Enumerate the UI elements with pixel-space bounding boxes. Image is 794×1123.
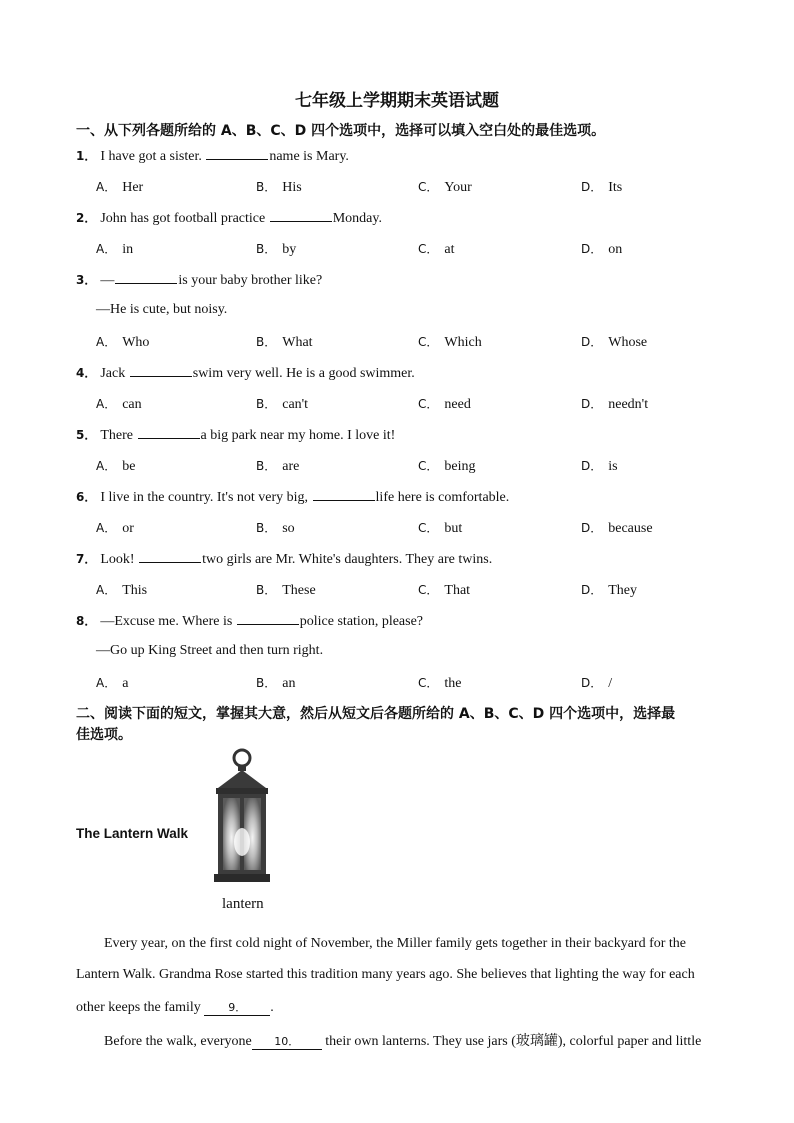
section-2-heading-line2: 佳选项。: [76, 727, 132, 743]
question-text-before: There: [100, 428, 137, 443]
option-c[interactable]: [418, 457, 476, 475]
option-text: Whose: [608, 335, 648, 350]
question-number: 3．: [76, 273, 97, 287]
question-8-reply: —Go up King Street and then turn right.: [96, 643, 324, 658]
option-d[interactable]: [581, 178, 622, 196]
question-text-after: Monday.: [332, 211, 382, 226]
option-text: because: [608, 521, 653, 536]
option-text: What: [282, 335, 313, 350]
lantern-image: [204, 748, 280, 888]
option-b[interactable]: [256, 395, 308, 413]
option-text: That: [444, 583, 471, 598]
option-d[interactable]: [581, 333, 647, 351]
answer-blank: [138, 437, 200, 439]
question-4: [76, 364, 415, 382]
question-8: [76, 612, 423, 630]
option-text: Her: [122, 180, 144, 195]
option-letter: A．: [96, 335, 117, 349]
passage-line-3: [76, 999, 736, 1016]
option-text: the: [444, 676, 462, 691]
option-letter: D．: [581, 397, 603, 411]
lantern-caption: lantern: [222, 896, 264, 912]
option-letter: C．: [418, 583, 439, 597]
question-number: 4．: [76, 366, 97, 380]
question-text-after: is your baby brother like?: [178, 273, 323, 288]
option-text: They: [608, 583, 638, 598]
option-text: Which: [444, 335, 482, 350]
option-text: be: [122, 459, 136, 474]
option-c[interactable]: [418, 674, 462, 692]
option-text: His: [282, 180, 302, 195]
section-2-heading-line1: 二、阅读下面的短文，掌握其大意，然后从短文后各题所给的 A、B、C、D 四个选项中，选择最: [76, 706, 676, 722]
option-letter: C．: [418, 397, 439, 411]
question-1: [76, 147, 349, 165]
question-text-before: —: [100, 273, 115, 288]
option-text: Its: [608, 180, 623, 195]
passage-line-3-text: other keeps the family: [76, 1000, 205, 1015]
option-a[interactable]: [96, 395, 142, 413]
passage-line-1: Every year, on the first cold night of November, the Miller family gets together in their backyard for the: [104, 936, 687, 951]
question-number: 8．: [76, 614, 97, 628]
option-text: by: [282, 242, 297, 257]
passage-line-4-end: their own lanterns. They use jars (玻璃罐), colorful paper and little: [321, 1034, 702, 1049]
question-number: 2．: [76, 211, 97, 225]
question-text-before: Jack: [100, 366, 129, 381]
option-letter: A．: [96, 180, 117, 194]
option-letter: A．: [96, 242, 117, 256]
option-text: an: [282, 676, 296, 691]
option-letter: C．: [418, 521, 439, 535]
option-letter: D．: [581, 583, 603, 597]
option-b[interactable]: [256, 519, 295, 537]
question-number: 5．: [76, 428, 97, 442]
option-letter: B．: [256, 459, 277, 473]
question-7: [76, 550, 492, 568]
question-text-before: —Excuse me. Where is: [100, 614, 236, 629]
option-letter: D．: [581, 676, 603, 690]
option-d[interactable]: [581, 519, 653, 537]
question-text-after: police station, please?: [299, 614, 424, 629]
option-letter: A．: [96, 521, 117, 535]
question-text-after: life here is comfortable.: [375, 490, 510, 505]
option-letter: A．: [96, 583, 117, 597]
question-number: 7．: [76, 552, 97, 566]
option-letter: C．: [418, 335, 439, 349]
option-letter: B．: [256, 521, 277, 535]
option-letter: A．: [96, 676, 117, 690]
option-a[interactable]: [96, 457, 135, 475]
option-text: being: [444, 459, 476, 474]
option-d[interactable]: [581, 674, 612, 692]
question-text-before: John has got football practice: [100, 211, 269, 226]
option-letter: B．: [256, 242, 277, 256]
option-c[interactable]: [418, 581, 470, 599]
option-b[interactable]: [256, 457, 299, 475]
question-text-after: name is Mary.: [269, 149, 349, 164]
option-text: needn't: [608, 397, 649, 412]
option-d[interactable]: [581, 240, 622, 258]
option-d[interactable]: [581, 395, 648, 413]
option-c[interactable]: [418, 395, 471, 413]
section-1-heading: 一、从下列各题所给的 A、B、C、D 四个选项中，选择可以填入空白处的最佳选项。: [76, 123, 606, 139]
option-letter: B．: [256, 335, 277, 349]
option-text: in: [122, 242, 134, 257]
question-text-after: two girls are Mr. White's daughters. They are twins.: [202, 552, 493, 567]
question-text-after: a big park near my home. I love it!: [200, 428, 396, 443]
option-a[interactable]: [96, 333, 149, 351]
option-letter: B．: [256, 180, 277, 194]
option-letter: A．: [96, 397, 117, 411]
option-text: is: [608, 459, 618, 474]
option-c[interactable]: [418, 178, 472, 196]
option-d[interactable]: [581, 457, 618, 475]
option-text: This: [122, 583, 148, 598]
option-a[interactable]: [96, 519, 134, 537]
option-text: These: [282, 583, 316, 598]
option-c[interactable]: [418, 240, 455, 258]
option-letter: C．: [418, 242, 439, 256]
option-text: can: [122, 397, 142, 412]
option-b[interactable]: [256, 333, 313, 351]
option-a[interactable]: [96, 674, 128, 692]
option-text: but: [444, 521, 463, 536]
question-6: [76, 488, 509, 506]
blank-9: 9．: [204, 999, 270, 1016]
option-letter: B．: [256, 676, 277, 690]
option-letter: C．: [418, 459, 439, 473]
option-text: at: [444, 242, 455, 257]
option-text: are: [282, 459, 300, 474]
question-3-reply: —He is cute, but noisy.: [96, 302, 228, 317]
question-text-before: I live in the country. It's not very big,: [100, 490, 312, 505]
option-letter: B．: [256, 397, 277, 411]
option-b[interactable]: [256, 581, 316, 599]
option-text: can't: [282, 397, 309, 412]
passage-line-3-end: .: [270, 1000, 274, 1015]
question-text-before: I have got a sister.: [100, 149, 206, 164]
option-b[interactable]: [256, 178, 302, 196]
answer-blank: [115, 282, 177, 284]
passage-line-2: Lantern Walk. Grandma Rose started this tradition many years ago. She believes that lighting the way for each: [76, 967, 695, 982]
question-3: [76, 271, 322, 289]
option-text: so: [282, 521, 295, 536]
question-text-after: swim very well. He is a good swimmer.: [192, 366, 415, 381]
option-d[interactable]: [581, 581, 637, 599]
option-letter: B．: [256, 583, 277, 597]
answer-blank: [206, 158, 268, 160]
option-a[interactable]: [96, 178, 143, 196]
passage-title: The Lantern Walk: [76, 826, 189, 841]
option-text: on: [608, 242, 623, 257]
page-title: 七年级上学期期末英语试题: [295, 91, 499, 111]
question-number: 1．: [76, 149, 97, 163]
option-letter: D．: [581, 180, 603, 194]
option-letter: C．: [418, 180, 439, 194]
answer-blank: [130, 375, 192, 377]
option-text: a: [122, 676, 129, 691]
option-text: Who: [122, 335, 150, 350]
option-text: /: [608, 676, 613, 691]
question-5: [76, 426, 395, 444]
option-text: Your: [444, 180, 472, 195]
option-c[interactable]: [418, 333, 482, 351]
option-c[interactable]: [418, 519, 462, 537]
option-text: or: [122, 521, 134, 536]
option-letter: D．: [581, 242, 603, 256]
question-text-before: Look!: [100, 552, 139, 567]
answer-blank: [139, 561, 201, 563]
passage-line-4: [104, 1030, 764, 1050]
option-b[interactable]: [256, 674, 295, 692]
option-letter: C．: [418, 676, 439, 690]
option-letter: D．: [581, 459, 603, 473]
option-letter: D．: [581, 335, 603, 349]
question-2: [76, 209, 382, 227]
option-letter: A．: [96, 459, 117, 473]
option-a[interactable]: [96, 240, 133, 258]
option-b[interactable]: [256, 240, 296, 258]
answer-blank: [270, 220, 332, 222]
option-text: need: [444, 397, 471, 412]
question-number: 6．: [76, 490, 97, 504]
blank-10: 10．: [252, 1033, 322, 1050]
answer-blank: [313, 499, 375, 501]
option-a[interactable]: [96, 581, 147, 599]
passage-line-4-text: Before the walk, everyone: [104, 1034, 252, 1049]
answer-blank: [237, 623, 299, 625]
option-letter: D．: [581, 521, 603, 535]
